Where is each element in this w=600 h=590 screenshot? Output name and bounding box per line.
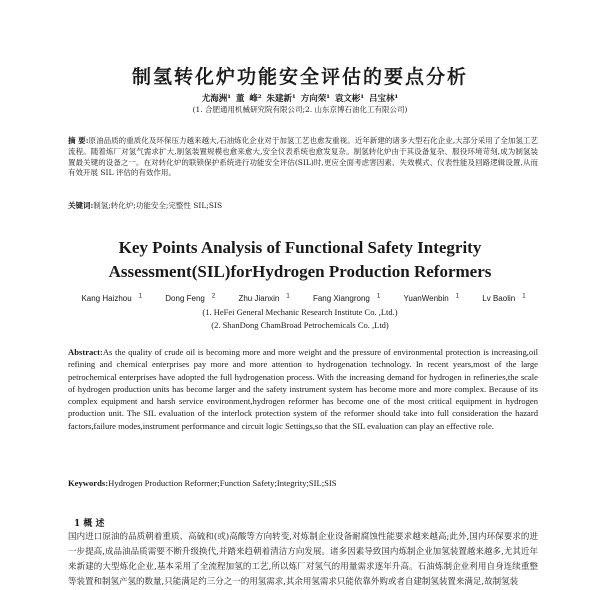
chinese-title: 制氢转化炉功能安全评估的要点分析 (131, 66, 468, 88)
author: Fang Xiangrong $^1$ (312, 293, 381, 303)
chinese-keywords-label: 关键词: (68, 201, 94, 210)
author: Kang Haizhou $^1$ (81, 293, 143, 303)
chinese-abstract-label: 摘 要: (68, 136, 89, 145)
chinese-abstract (68, 136, 538, 179)
english-abstract-label: Abstract: (68, 347, 103, 357)
english-title-line1: Key Points Analysis of Functional Safety Integrity (118, 238, 482, 257)
author: YuanWenbin $^1$ (403, 293, 460, 303)
english-keywords-label: Keywords: (68, 478, 109, 488)
english-authors (0, 293, 600, 303)
english-affiliation-2: (2. ShanDong ChamBroad Petrochemicals Co. ,Ltd) (211, 320, 389, 330)
chinese-affiliation: (1. 合肥通用机械研究院有限公司;2. 山东京博石油化工有限公司) (192, 105, 408, 114)
author: Lv Baolin $^1$ (482, 293, 526, 303)
english-affiliation-1: (1. HeFei General Mechanic Research Institute Co. ,Ltd.) (202, 307, 398, 317)
author: Dong Feng $^2$ (165, 293, 216, 303)
section-body: 国内进口原油的品质朝着重质、高硫和(或)高酸等方向转变,对炼制企业设备耐腐蚀性能要求越来越高;此外,国内环保要求的进一步提高,成品油品质需要不断升级换代,并踏来趋朝着清洁方向发展。诸多因素导致国内炼制企业加氢装置越来越多,尤其近年来新建的大型炼化企业,基本采用了全流程加氢的工艺,所以炼厂对氢气的用量需求逐年升高。石油炼制企业利用自身连续重整等装置和制氢产氢的数量,只能满足约三分之一的用氢需求,其余用氢需求只能依靠外购或者自建制氢装置来满足,故制氢装 (68, 532, 538, 587)
english-keywords-text: Hydrogen Production Reformer;Function Safety;Integrity;SIL;SIS (108, 478, 337, 488)
english-abstract (68, 346, 538, 432)
chinese-keywords (68, 201, 538, 211)
chinese-keywords-text: 制氢;转化炉;功能安全;完整性 SIL;SIS (93, 201, 223, 210)
chinese-authors: 尤海洲¹ 董 峰² 朱建新¹ 方向荣¹ 袁文彬¹ 吕宝林¹ (201, 94, 399, 104)
english-title-line2: Assessment(SIL)forHydrogen Production Reformers (108, 262, 492, 281)
section-heading: 1 概 述 (74, 519, 105, 529)
chinese-abstract-text: 原油品质的重质化及环保压力越来越大,石油炼化企业对于加氢工艺也愈发重视。近年新建的诸多大型石化企业,大部分采用了全加氢工艺流程。随着炼厂对氢气需求扩大,制氢装置规模也愈来愈大,安全仪表系统也愈发复杂。制氢转化炉由于其设备复杂、服役环境苛刻,成为制氢装置最关键的设备之一。在对转化炉的联锁保护系统进行功能安全评估(SIL)时,更应全面考虑害因素、失效模式、仪表性能及回路逻辑设置,从而有效开展 SIL 评估的有效作用。 (68, 136, 538, 178)
author: Zhu Jianxin $^1$ (238, 293, 290, 303)
english-keywords (68, 478, 538, 488)
english-abstract-text: As the quality of crude oil is becoming more and more weight and the pressure of environmental protection is increasing,oil refining and chemical enterprises pay more and more attention to hydrogenation technology. In recent years,most of the large petrochemical enterprises have adopted the full hydrogenation process. With the increasing demand for hydrogen in refineries,the scale of hydrogen production units has become larger and the safety instrument system has become more and more complex. Because of its complex equipment and harsh service environment,hydrogen reformer has become one of the most critical equipment in hydrogen production unit. The SIL evaluation of the interlock protection system of the reformer should take into full consideration the hazard factors,failure modes,instrument performance and circuit logic Settings,so that the SIL evaluation can play an effective role. (68, 347, 538, 431)
